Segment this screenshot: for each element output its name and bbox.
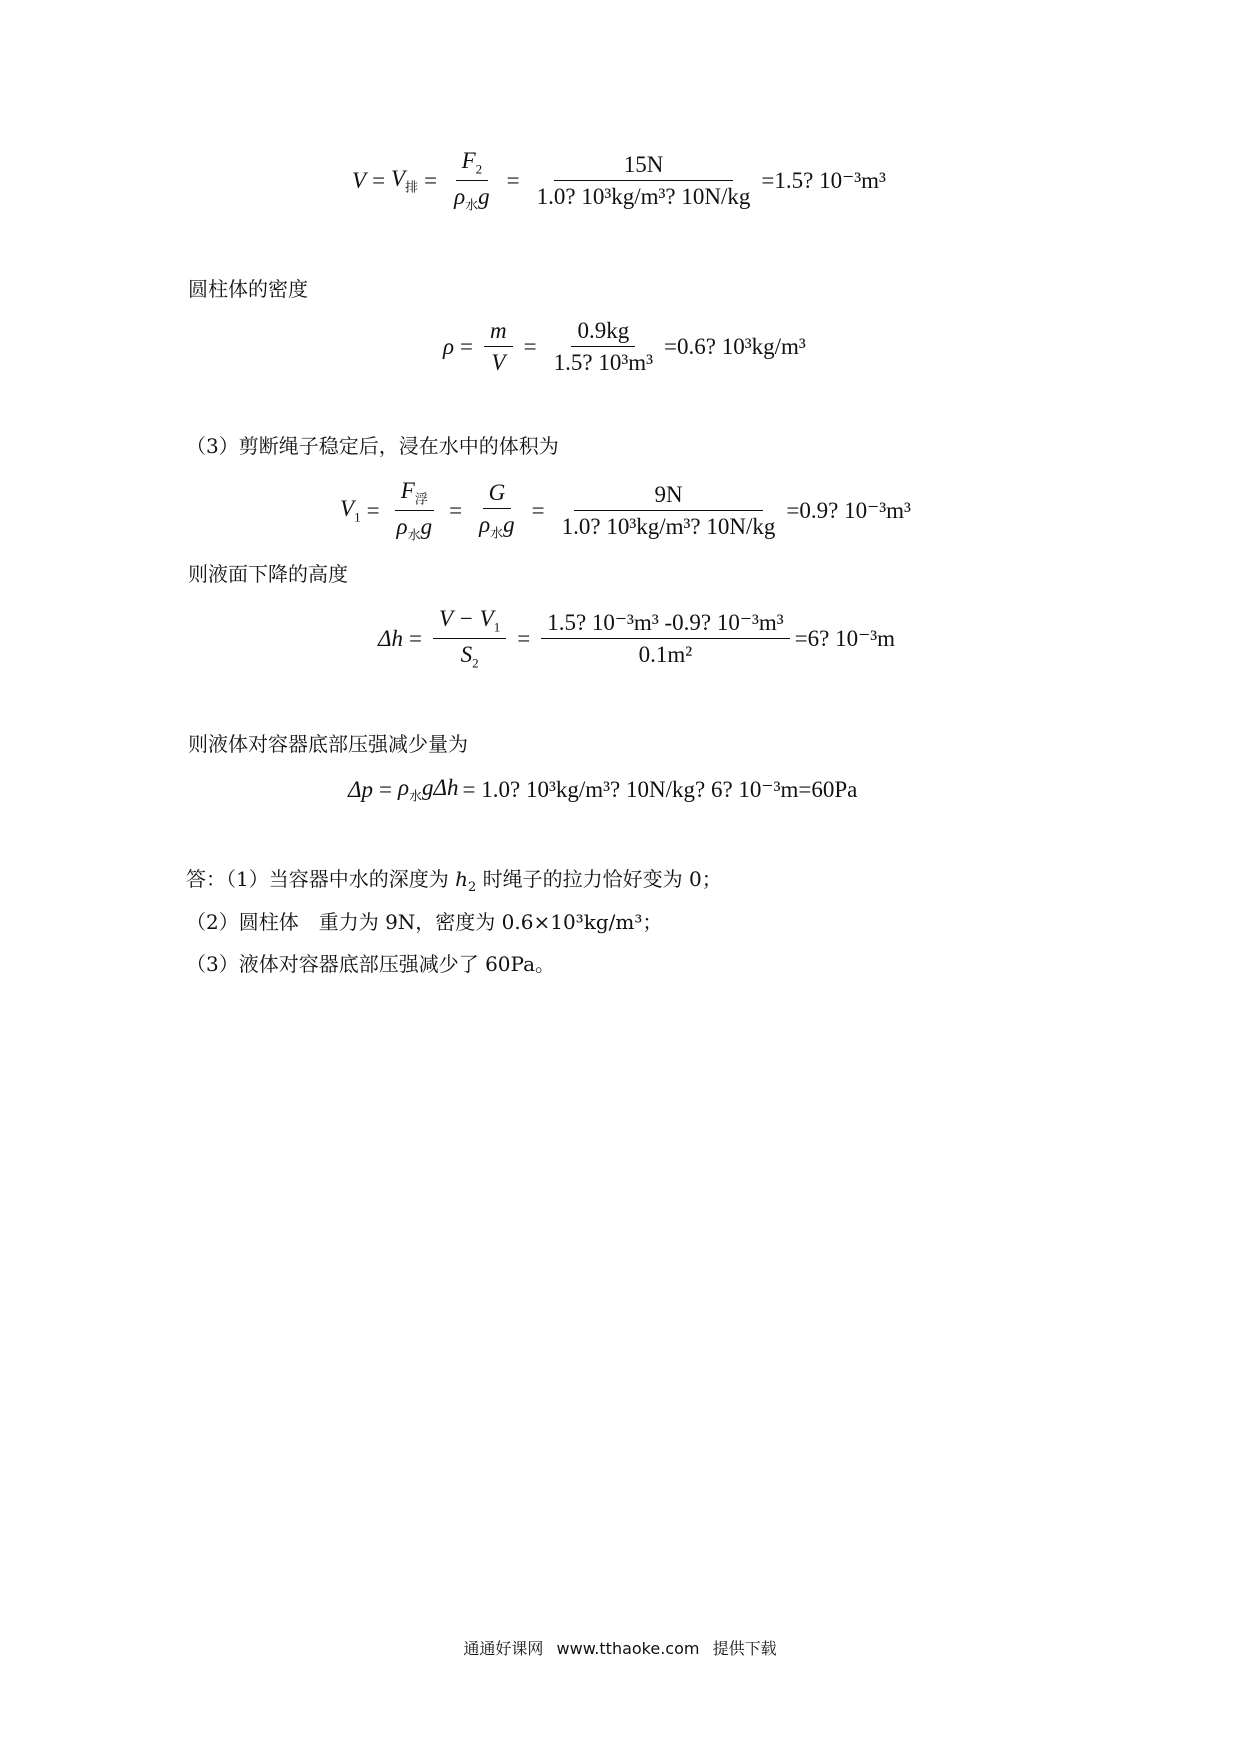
eq-operator: = [424,167,438,193]
fraction: $\frac{9N}{\text{1.0? 10³kg/m³? 10N/kg}}$ [561,481,776,539]
eq-operator: = [379,776,392,802]
fraction: $\frac{F_浮}{\rho_水g}$ [396,478,433,543]
eq-result: = 1.0? 10³kg/m³? 10N/kg? 6? 10⁻³m=60Pa [462,776,858,802]
fraction: $\frac{0.9kg}{\text{1.5? 10³m³}}$ [553,318,654,375]
fraction: $\frac{F_2}{\rho_水g}$ [454,148,490,213]
label-density: 圆柱体的密度 [188,277,308,301]
answer-line-2: （2）圆柱体 重力为 9N，密度为 0.6×10³kg/m³； [186,910,663,934]
answer-line-1: 答：（1）当容器中水的深度为 $h_2$ 时绳子的拉力恰好变为 0； [186,867,722,895]
eq-symbol: $\rho_水g\Delta h$ [397,775,459,804]
eq-result: =0.9? 10⁻³m³ [786,497,911,523]
eq-operator: = [531,497,545,523]
eq-result: =1.5? 10⁻³m³ [761,167,886,193]
label-pressure: 则液体对容器底部压强减少量为 [188,732,468,756]
equation-pressure-drop [348,775,857,805]
page-footer [0,1636,1240,1659]
eq-operator: = [506,167,520,193]
fraction: $\frac{G}{\rho_水g}$ [479,479,515,541]
eq-operator: = [372,167,386,193]
footer-site-name: 通通好课网 [463,1639,544,1658]
label-height: 则液面下降的高度 [188,562,348,586]
equation-volume [352,148,886,213]
fraction: $\frac{\text{1.5? 10⁻³m³ -0.9? 10⁻³m³}}{\text{0.1m²}}$ [541,610,789,668]
footer-url[interactable]: www.tthaoke.com [556,1639,700,1658]
equation-submerged-volume [340,478,911,543]
eq-symbol: Δh [378,625,403,651]
eq-operator: = [366,497,380,523]
eq-symbol: Δp [348,776,373,802]
eq-operator: = [517,625,531,651]
eq-operator: = [449,497,463,523]
eq-result: =0.6? 10³kg/m³ [664,334,806,359]
eq-operator: = [409,625,422,651]
equation-height-drop [378,606,895,671]
answer-line-3: （3）液体对容器底部压强减少了 60Pa。 [186,952,556,976]
fraction: $\frac{V - V_1}{S_2}$ [433,606,506,671]
eq-result: =6? 10⁻³m [794,625,896,651]
eq-symbol: ρ [443,334,455,359]
fraction: $\frac{15N}{\text{1.0? 10³kg/m³? 10N/kg}}$ [536,151,751,209]
equation-density [443,318,806,376]
eq-operator: = [523,334,537,359]
footer-suffix: 提供下载 [712,1639,777,1658]
eq-symbol: $V_1$ [340,495,361,525]
eq-symbol: V [352,167,367,193]
eq-operator: = [460,334,474,359]
fraction: $\frac{m}{V}$ [484,318,513,376]
eq-symbol: $V_排$ [391,165,419,195]
label-step3: （3）剪断绳子稳定后，浸在水中的体积为 [186,434,559,458]
